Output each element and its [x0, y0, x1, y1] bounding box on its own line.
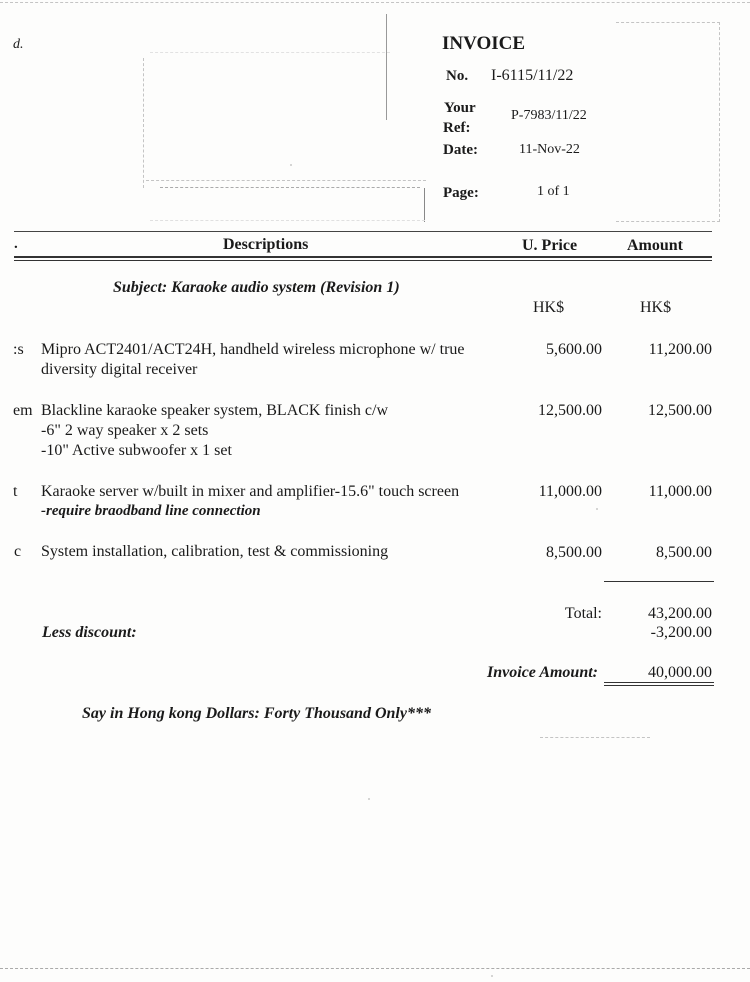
item-left-fragment: em: [13, 402, 33, 419]
header-left-fragment: d.: [13, 37, 24, 52]
redacted-box-top: [150, 52, 390, 53]
item-description-line: Blackline karaoke speaker system, BLACK finish c/w: [41, 402, 389, 419]
invoice-no-label: No.: [446, 68, 469, 84]
item-unit-price: 5,600.00: [546, 341, 602, 358]
amount-currency: HK$: [640, 299, 672, 316]
col-unit-price: U. Price: [522, 237, 578, 254]
redacted-box-right-2: [424, 188, 425, 222]
invoice-amount-label: Invoice Amount:: [487, 664, 598, 681]
date-label: Date:: [443, 142, 478, 158]
invoice-amount-value: 40,000.00: [648, 664, 712, 681]
your-ref-value: P-7983/11/22: [511, 108, 587, 123]
invoice-title: INVOICE: [442, 33, 526, 54]
redacted-box-bottom-3: [150, 220, 425, 221]
invoice-no-value: I-6115/11/22: [491, 67, 574, 84]
subject-line: Subject: Karaoke audio system (Revision 1): [113, 279, 400, 296]
table-header-bottom-rule: [14, 256, 712, 258]
footer-artifact-line: [540, 737, 650, 738]
item-amount: 11,000.00: [648, 483, 712, 500]
redacted-box-bottom-2: [160, 187, 420, 188]
item-unit-price: 12,500.00: [538, 402, 602, 419]
bottom-edge-line: [0, 968, 750, 969]
discount-label: Less discount:: [42, 624, 137, 641]
item-description-note: -require braodband line connection: [41, 503, 261, 519]
item-amount: 12,500.00: [648, 402, 712, 419]
invoice-amount-rule-2: [604, 685, 714, 686]
item-description-line: Mipro ACT2401/ACT24H, handheld wireless microphone w/ true: [41, 341, 465, 358]
scan-speck: [596, 508, 598, 510]
col-amount: Amount: [627, 237, 684, 254]
item-description-line: diversity digital receiver: [41, 361, 198, 378]
scan-speck: [491, 975, 493, 977]
item-description-line: -10" Active subwoofer x 1 set: [41, 442, 232, 459]
scan-speck: [368, 798, 370, 800]
col-descriptions: Descriptions: [223, 236, 309, 253]
redacted-box-right: [386, 14, 387, 120]
table-header-top-rule: [14, 231, 712, 232]
your-ref-label-2: Ref:: [443, 120, 471, 136]
item-description-line: -6" 2 way speaker x 2 sets: [41, 422, 209, 439]
header-box-top: [616, 22, 720, 23]
item-unit-price: 8,500.00: [546, 544, 602, 561]
item-amount: 8,500.00: [656, 544, 712, 561]
total-rule: [604, 581, 714, 582]
date-value: 11-Nov-22: [519, 142, 580, 157]
item-unit-price: 11,000.00: [538, 483, 602, 500]
item-description-line: Karaoke server w/built in mixer and amplifier-15.6" touch screen: [41, 483, 460, 500]
top-edge-line: [0, 2, 750, 3]
redacted-box-left: [143, 58, 144, 188]
item-left-fragment: t: [13, 483, 18, 500]
table-header-bottom-rule-2: [14, 260, 712, 261]
header-box-bottom: [616, 221, 720, 222]
invoice-amount-rule: [604, 682, 714, 683]
item-description-line: System installation, calibration, test & commissioning: [41, 543, 389, 560]
your-ref-label-1: Your: [444, 100, 476, 116]
redacted-box-bottom: [146, 180, 426, 181]
col-left-fragment: .: [14, 236, 18, 252]
item-left-fragment: c: [14, 543, 22, 560]
header-box-right: [719, 22, 720, 222]
total-label: Total:: [564, 605, 602, 622]
total-value: 43,200.00: [648, 605, 712, 622]
item-amount: 11,200.00: [648, 341, 712, 358]
unit-price-currency: HK$: [533, 299, 565, 316]
item-left-fragment: :s: [13, 341, 24, 358]
amount-in-words: Say in Hong kong Dollars: Forty Thousand Only***: [82, 705, 431, 722]
page-label: Page:: [443, 185, 479, 201]
discount-value: -3,200.00: [650, 624, 712, 641]
page-value: 1 of 1: [537, 184, 570, 199]
scan-speck: [290, 164, 292, 166]
